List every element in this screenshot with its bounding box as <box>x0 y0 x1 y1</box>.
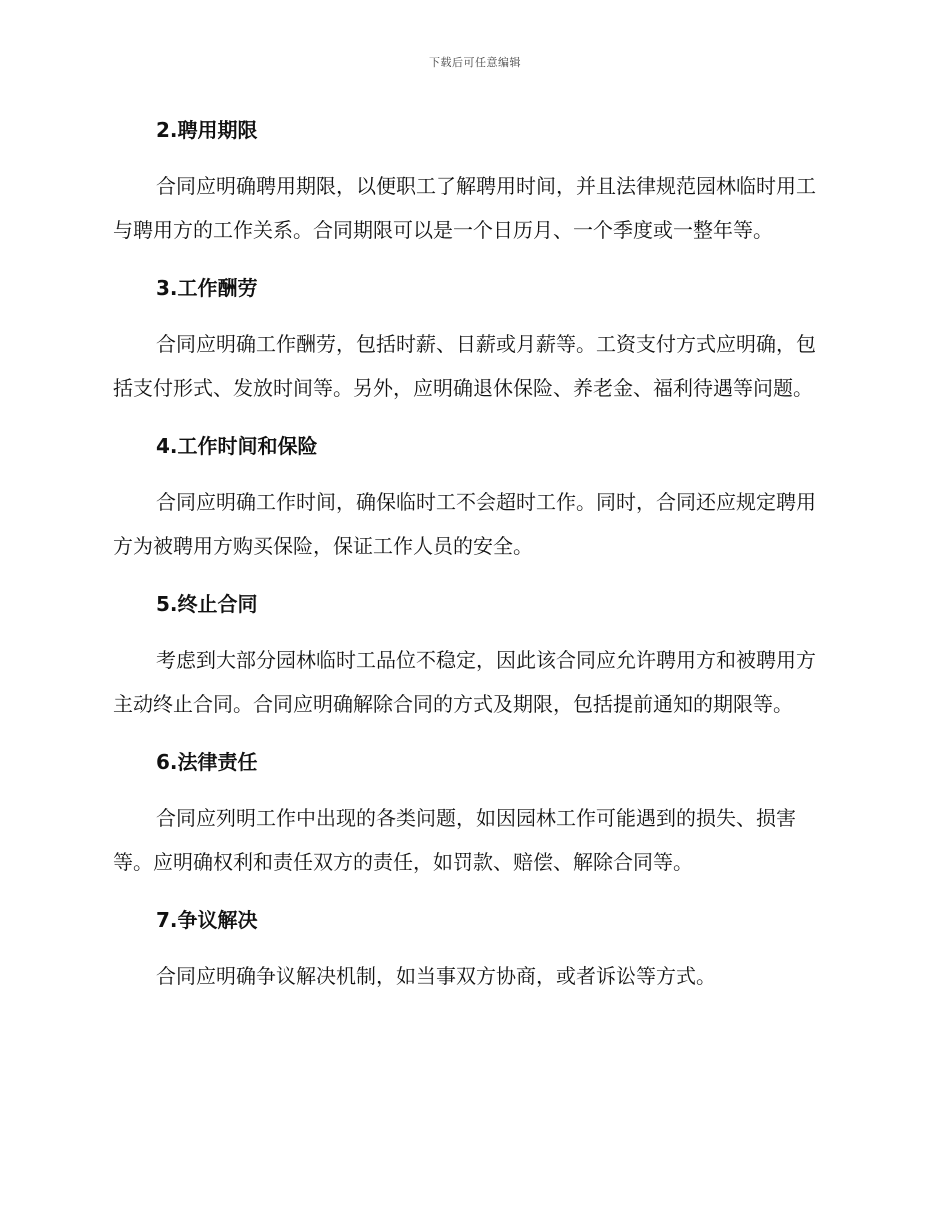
section-paragraph: 合同应列明工作中出现的各类问题，如因园林工作可能遇到的损失、损害等。应明确权利和责任双方的责任，如罚款、赔偿、解除合同等。 <box>113 806 796 874</box>
section-term <box>113 112 833 252</box>
section-dispute <box>113 902 833 998</box>
section-paragraph: 考虑到大部分园林临时工品位不稳定，因此该合同应允许聘用方和被聘用方主动终止合同。合同应明确解除合同的方式及期限，包括提前通知的期限等。 <box>113 648 816 716</box>
section-title: 3.工作酬劳 <box>156 276 258 300</box>
page-header: 下载后可任意编辑 <box>429 56 521 69</box>
section-paragraph: 合同应明确工作时间，确保临时工不会超时工作。同时，合同还应规定聘用方为被聘用方购买保险，保证工作人员的安全。 <box>113 490 816 558</box>
section-paragraph: 合同应明确聘用期限，以便职工了解聘用时间，并且法律规范园林临时用工与聘用方的工作关系。合同期限可以是一个日历月、一个季度或一整年等。 <box>113 174 816 242</box>
section-title: 4.工作时间和保险 <box>156 434 318 458</box>
section-title: 5.终止合同 <box>156 592 258 616</box>
section-title: 7.争议解决 <box>156 908 258 932</box>
section-remuneration <box>113 270 833 410</box>
section-title: 6.法律责任 <box>156 750 258 774</box>
section-hours-insurance <box>113 428 833 568</box>
section-paragraph: 合同应明确工作酬劳，包括时薪、日薪或月薪等。工资支付方式应明确，包括支付形式、发放时间等。另外，应明确退休保险、养老金、福利待遇等问题。 <box>113 332 816 400</box>
section-title: 2.聘用期限 <box>156 118 258 142</box>
section-liability <box>113 744 833 884</box>
section-paragraph: 合同应明确争议解决机制，如当事双方协商，或者诉讼等方式。 <box>156 964 716 988</box>
document-content <box>113 112 833 1016</box>
section-termination <box>113 586 833 726</box>
